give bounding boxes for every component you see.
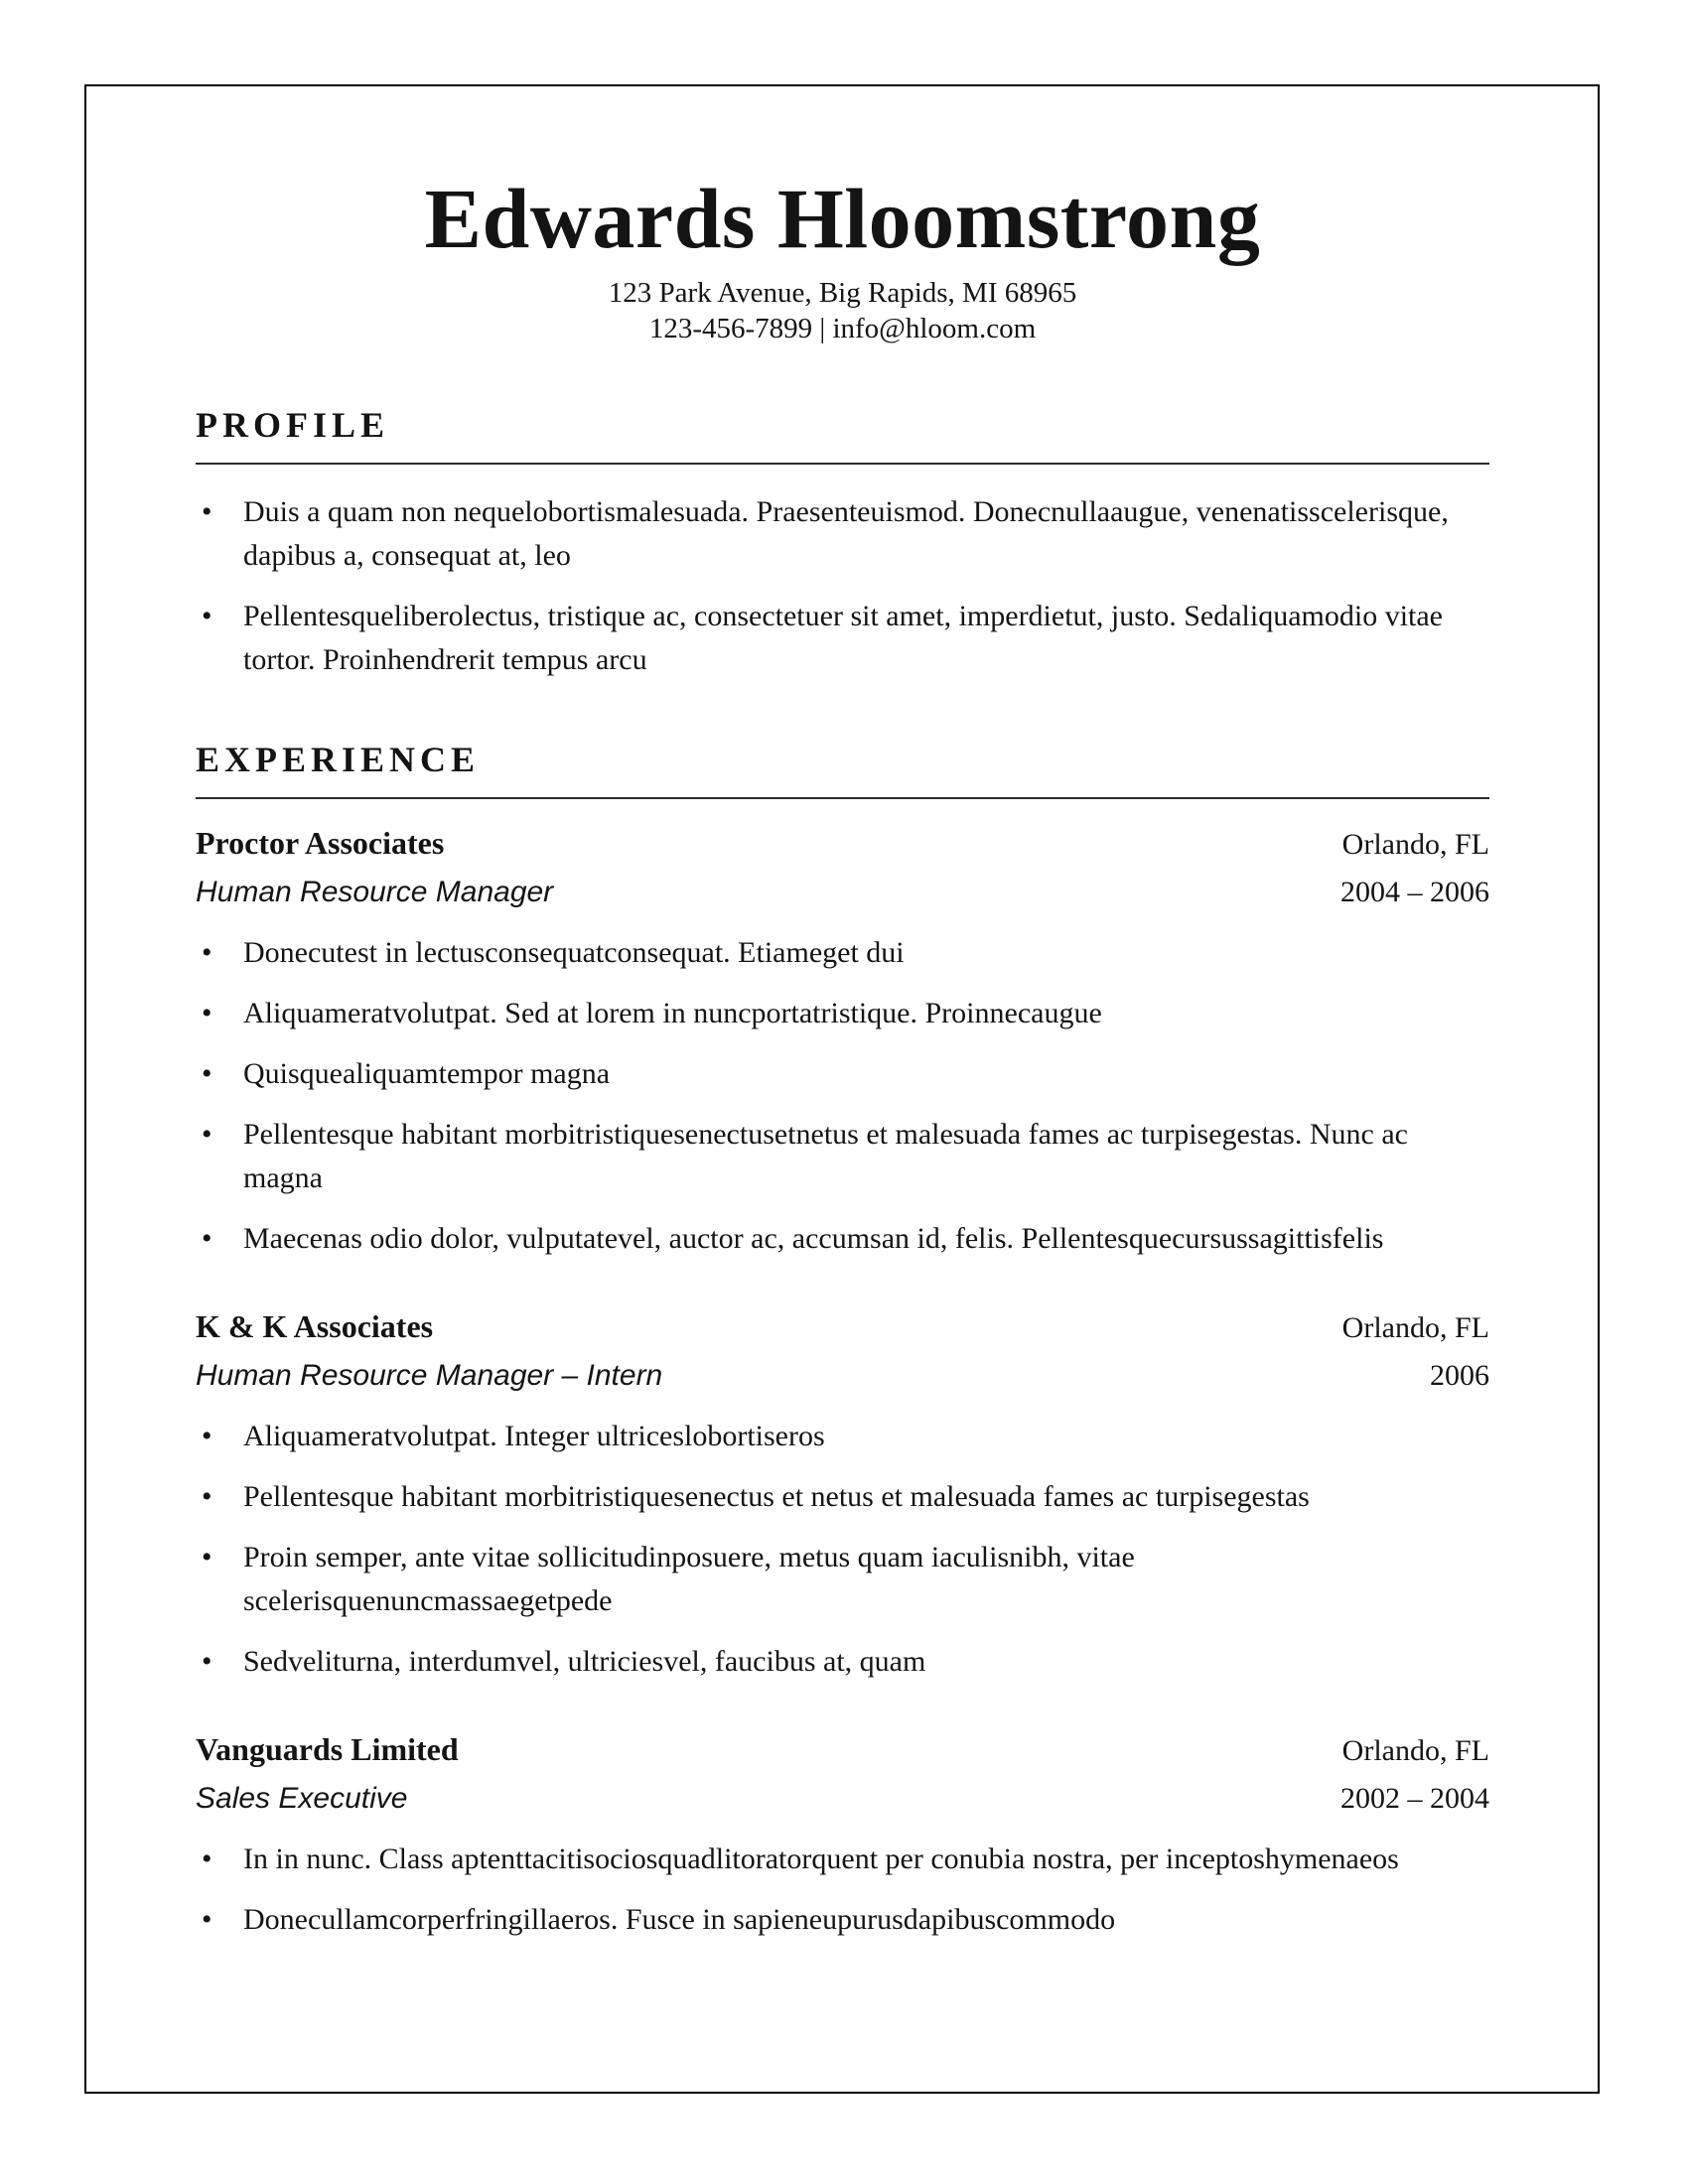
job-dates: 2006 [1430, 1358, 1489, 1392]
job-dates: 2004 – 2006 [1340, 875, 1489, 908]
bullet-item: • Proin semper, ante vitae sollicitudinposuere, metus quam iaculisnibh, vitae scelerisquenuncmassaegetpede [196, 1536, 1489, 1623]
section-experience [196, 740, 1489, 1942]
address-line: 123 Park Avenue, Big Rapids, MI 68965 [608, 277, 1077, 309]
job-bullet-list [196, 931, 1489, 1261]
bullet-item: • Aliquameratvolutpat. Integer ultriceslobortiseros [196, 1415, 1489, 1458]
job-role: Human Resource Manager – Intern [196, 1358, 663, 1392]
section-profile [196, 405, 1489, 682]
bullet-item: • Pellentesqueliberolectus, tristique ac, consectetuer sit amet, imperdietut, justo. Sedaliquamodio vitae tortor. Proinhendrerit tempus arcu [196, 595, 1489, 682]
job-role: Human Resource Manager [196, 875, 554, 908]
experience-heading: EXPERIENCE [196, 740, 1489, 799]
job-role-row [196, 1782, 1489, 1816]
bullet-item: • In in nunc. Class aptenttacitisociosquadlitoratorquent per conubia nostra, per inceptoshymenaeos [196, 1838, 1489, 1881]
job-dates: 2002 – 2004 [1340, 1781, 1489, 1815]
job-header-row [196, 1308, 1489, 1345]
job-header-row [196, 1731, 1489, 1768]
job-role-row [196, 876, 1489, 909]
job-location: Orlando, FL [1341, 827, 1489, 861]
job-bullet-list [196, 1838, 1489, 1942]
bullet-item: • Donecutest in lectusconsequatconsequat. Etiameget dui [196, 931, 1489, 975]
bullet-item: • Donecullamcorperfringillaeros. Fusce in sapieneupurusdapibuscommodo [196, 1898, 1489, 1942]
job-location: Orlando, FL [1341, 1733, 1489, 1767]
candidate-name: Edwards Hloomstrong [424, 171, 1261, 266]
company-name: K & K Associates [196, 1307, 434, 1344]
resume-content [196, 84, 1489, 1959]
phone-email-line: 123-456-7899 | info@hloom.com [648, 313, 1037, 345]
bullet-item: • Sedveliturna, interdumvel, ultriciesvel, faucibus at, quam [196, 1640, 1489, 1684]
job-block [196, 1731, 1489, 1942]
bullet-item: • Aliquameratvolutpat. Sed at lorem in nuncportatristique. Proinnecaugue [196, 992, 1489, 1035]
job-block [196, 1308, 1489, 1684]
contact-block [196, 275, 1489, 347]
company-name: Vanguards Limited [196, 1730, 459, 1767]
profile-heading: PROFILE [196, 405, 1489, 465]
job-bullet-list [196, 1415, 1489, 1684]
job-role-row [196, 1359, 1489, 1393]
bullet-item: • Duis a quam non nequelobortismalesuada. Praesenteuismod. Donecnullaaugue, venenatisscelerisque, dapibus a, consequat at, leo [196, 490, 1489, 578]
job-role: Sales Executive [196, 1781, 408, 1815]
bullet-item: • Pellentesque habitant morbitristiquesenectus et netus et malesuada fames ac turpisegestas [196, 1475, 1489, 1519]
bullet-item: • Pellentesque habitant morbitristiquesenectusetnetus et malesuada fames ac turpisegestas. Nunc ac magna [196, 1113, 1489, 1200]
job-block [196, 825, 1489, 1261]
job-header-row [196, 825, 1489, 862]
bullet-item: • Maecenas odio dolor, vulputatevel, auctor ac, accumsan id, felis. Pellentesquecursussagittisfelis [196, 1217, 1489, 1261]
bullet-item: • Quisquealiquamtempor magna [196, 1052, 1489, 1096]
job-location: Orlando, FL [1341, 1310, 1489, 1344]
profile-bullet-list [196, 490, 1489, 682]
company-name: Proctor Associates [196, 824, 445, 861]
